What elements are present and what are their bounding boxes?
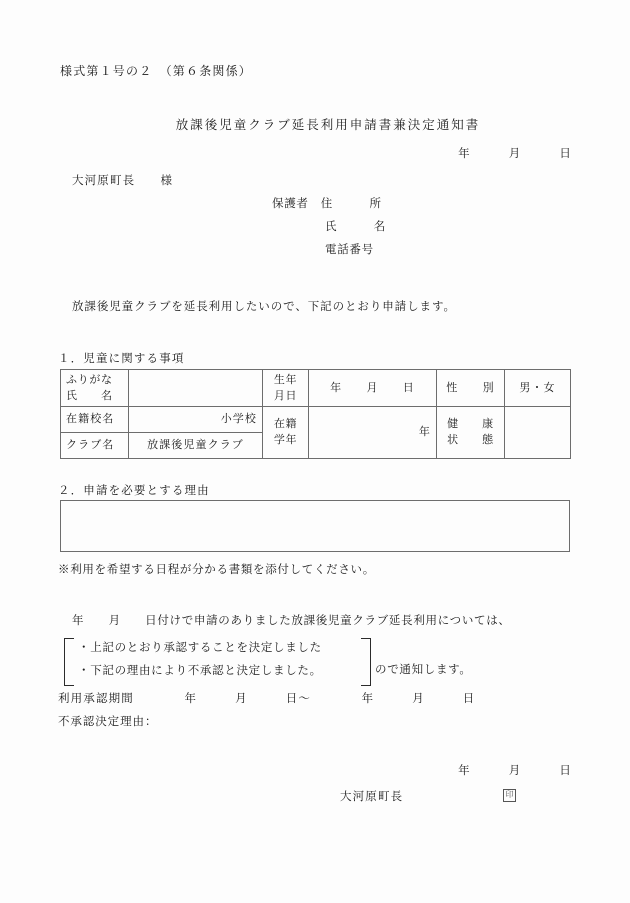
header-date-line: 年 月 日 xyxy=(458,146,572,160)
reason-input-box[interactable] xyxy=(60,500,570,552)
footer-date-line: 年 月 日 xyxy=(458,763,572,777)
grade-label-line1: 在籍 xyxy=(273,417,298,431)
cell-school-value[interactable]: 小学校 xyxy=(129,406,263,432)
grade-label-line2: 学年 xyxy=(273,433,298,447)
cell-gender-value[interactable]: 男・女 xyxy=(505,370,571,407)
name-label: 氏 名 xyxy=(66,388,113,402)
addressee: 大河原町長 様 xyxy=(72,173,174,187)
choice-deny[interactable]: ・下記の理由により不承認と決定しました。 xyxy=(78,663,322,677)
furigana-label: ふりがな xyxy=(66,373,113,386)
attachment-note: ※利用を希望する日程が分かる書類を添付してください。 xyxy=(58,562,375,576)
form-code: 様式第１号の２ （第６条関係） xyxy=(60,64,253,78)
table-row xyxy=(61,406,571,432)
cell-club-label: クラブ名 xyxy=(61,432,129,458)
section2-heading: ２．申請を必要とする理由 xyxy=(58,483,210,497)
bracket-left-icon xyxy=(64,638,74,686)
cell-health-value[interactable] xyxy=(505,406,571,458)
birth-label-line2: 月日 xyxy=(273,388,298,402)
cell-grade-value[interactable]: 年 xyxy=(309,406,437,458)
cell-health-label xyxy=(437,406,505,458)
guardian-role-label: 保護者 xyxy=(272,196,309,210)
cell-grade-label xyxy=(263,406,309,458)
decision-lead-sentence: 年 月 日付けで申請のありました放課後児童クラブ延長利用については、 xyxy=(72,613,511,627)
guardian-block xyxy=(272,195,386,264)
footer-signer: 大河原町長 xyxy=(340,789,404,803)
choice-approve[interactable]: ・上記のとおり承認することを決定しました xyxy=(78,640,322,654)
cell-club-value[interactable]: 放課後児童クラブ xyxy=(129,432,263,458)
approval-period-line[interactable]: 利用承認期間 年 月 日〜 年 月 日 xyxy=(58,691,476,705)
notify-suffix: ので通知します。 xyxy=(375,662,472,676)
section1-heading: １．児童に関する事項 xyxy=(58,351,185,365)
birth-label-line1: 生年 xyxy=(273,373,298,386)
denial-reason-label[interactable]: 不承認決定理由： xyxy=(58,714,158,728)
health-label-line1: 健 康 xyxy=(447,417,494,431)
cell-name-label xyxy=(61,370,129,407)
document-title: 放課後児童クラブ延長利用申請書兼決定通知書 xyxy=(175,117,481,132)
seal-stamp-icon: 印 xyxy=(503,789,516,802)
guardian-phone-label: 電話番号 xyxy=(325,242,374,256)
guardian-address-row xyxy=(272,195,386,218)
table-row xyxy=(61,370,571,407)
bracket-right-icon xyxy=(361,638,371,686)
cell-name-value[interactable] xyxy=(129,370,263,407)
guardian-name-label: 氏 名 xyxy=(325,219,386,233)
cell-gender-label: 性 別 xyxy=(437,370,505,407)
intro-sentence: 放課後児童クラブを延長利用したいので、下記のとおり申請します。 xyxy=(72,299,456,313)
cell-birth-label xyxy=(263,370,309,407)
health-label-line2: 状 態 xyxy=(447,433,494,447)
cell-birth-value[interactable]: 年 月 日 xyxy=(309,370,437,407)
child-info-table xyxy=(60,369,571,459)
guardian-address-label: 住 所 xyxy=(320,196,382,210)
cell-school-label: 在籍校名 xyxy=(61,406,129,432)
